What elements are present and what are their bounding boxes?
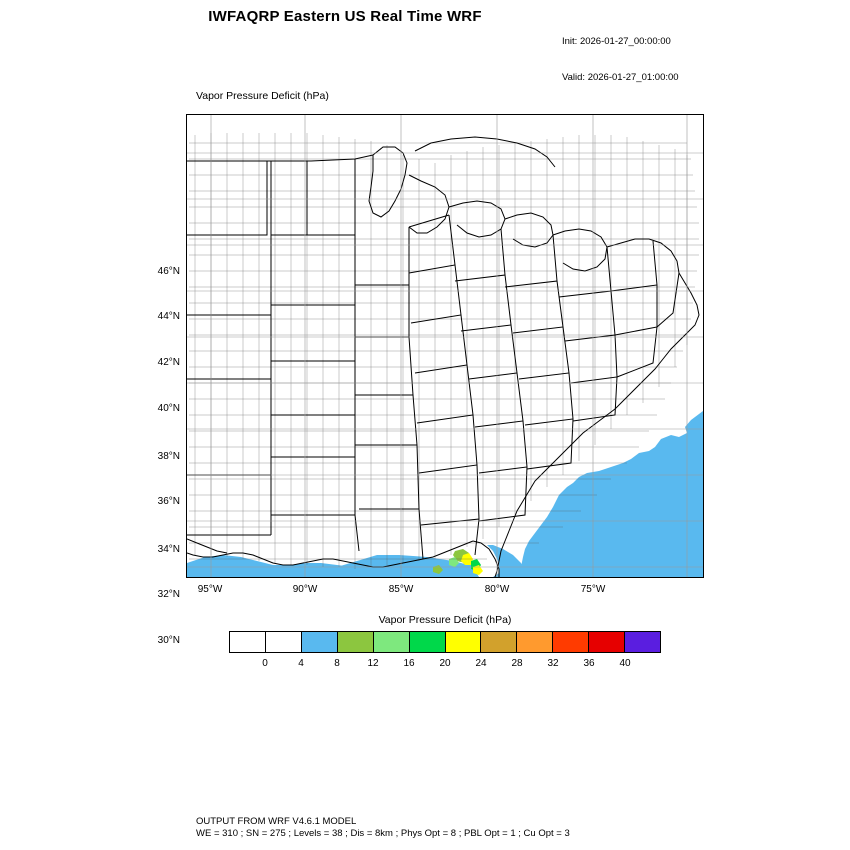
lat-tick-40N: 40°N [157,403,180,414]
lon-tick-80W: 80°W [484,584,510,595]
colorbar-swatch-10 [589,632,625,652]
run-info-block [562,12,679,96]
field-label: Vapor Pressure Deficit (hPa) [196,90,329,102]
colorbar-swatch-5 [410,632,446,652]
colorbar-tick-6: 24 [475,658,487,669]
colorbar-tick-1: 4 [298,658,304,669]
lon-tick-95W: 95°W [197,584,223,595]
lat-tick-30N: 30°N [157,635,180,646]
colorbar-swatch-6 [446,632,482,652]
colorbar-swatch-3 [338,632,374,652]
colorbar-swatch-0 [230,632,266,652]
colorbar-tick-0: 0 [262,658,268,669]
lat-tick-46N: 46°N [157,266,180,277]
lat-tick-32N: 32°N [157,589,180,600]
colorbar [229,631,661,653]
colorbar-swatch-7 [481,632,517,652]
map-canvas[interactable] [186,114,704,578]
colorbar-title: Vapor Pressure Deficit (hPa) [378,614,512,626]
colorbar-swatch-4 [374,632,410,652]
lat-tick-44N: 44°N [157,311,180,322]
model-output-footer [196,816,570,840]
colorbar-tick-4: 16 [403,658,415,669]
footer-line-2: WE = 310 ; SN = 275 ; Levels = 38 ; Dis = 8km ; Phys Opt = 8 ; PBL Opt = 1 ; Cu Opt = 3 [196,828,570,839]
colorbar-tick-2: 8 [334,658,340,669]
colorbar-tick-5: 20 [439,658,451,669]
colorbar-swatch-1 [266,632,302,652]
colorbar-tick-8: 32 [547,658,559,669]
init-time-label: Init: 2026-01-27_00:00:00 [562,36,671,47]
lat-tick-38N: 38°N [157,451,180,462]
colorbar-swatch-8 [517,632,553,652]
colorbar-swatch-11 [625,632,660,652]
footer-line-1: OUTPUT FROM WRF V4.6.1 MODEL [196,816,357,827]
colorbar-swatch-2 [302,632,338,652]
colorbar-swatch-9 [553,632,589,652]
longitude-axis [186,584,704,604]
lon-tick-90W: 90°W [292,584,318,595]
colorbar-tick-7: 28 [511,658,523,669]
valid-time-label: Valid: 2026-01-27_01:00:00 [562,72,679,83]
lon-tick-85W: 85°W [388,584,414,595]
colorbar-tick-9: 36 [583,658,595,669]
water-fill-layer [187,149,703,577]
colorbar-tick-3: 12 [367,658,379,669]
colorbar-ticks [229,658,661,674]
lat-tick-34N: 34°N [157,544,180,555]
colorbar-tick-10: 40 [619,658,631,669]
page-title: IWFAQRP Eastern US Real Time WRF [208,8,482,25]
lat-tick-36N: 36°N [157,496,180,507]
lon-tick-75W: 75°W [580,584,606,595]
latitude-axis [112,114,180,646]
lat-tick-42N: 42°N [157,357,180,368]
